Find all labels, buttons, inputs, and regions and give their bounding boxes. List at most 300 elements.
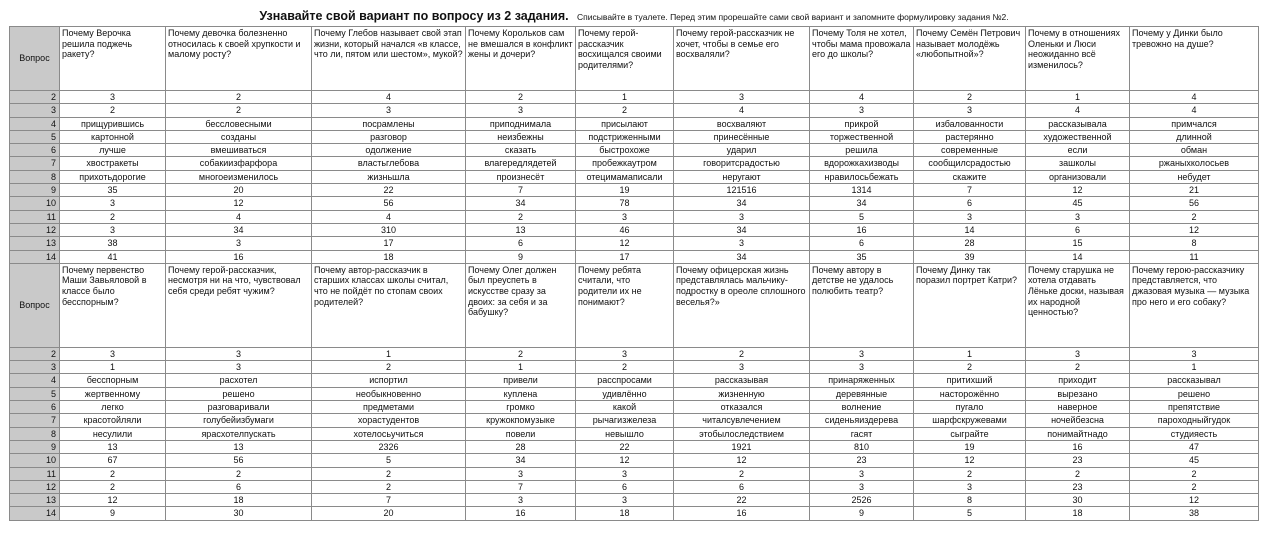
answer-cell: 3 [166, 347, 312, 360]
question-cell: Почему девочка болезненно относилась к своей хрупкости и малому росту? [166, 27, 312, 91]
answer-cell: ударил [674, 144, 810, 157]
question-cell: Почему у Динки было тревожно на душе? [1130, 27, 1259, 91]
answer-cell: 2 [60, 480, 166, 493]
answer-cell: 3 [576, 210, 674, 223]
answer-cell: 3 [810, 347, 914, 360]
answer-cell: 3 [1026, 210, 1130, 223]
table-row [10, 237, 1259, 250]
answer-cell: хотелосьучиться [312, 427, 466, 440]
question-cell: Почему в отношениях Оленьки и Люси неожиданно всё изменилось? [1026, 27, 1130, 91]
answer-cell: влагередлядетей [466, 157, 576, 170]
answer-cell: 17 [576, 250, 674, 263]
answer-cell: 12 [1130, 223, 1259, 236]
answer-cell: сиденьяиздерева [810, 414, 914, 427]
answer-cell: 6 [1026, 223, 1130, 236]
answer-cell: 12 [1026, 184, 1130, 197]
answer-cell: организовали [1026, 170, 1130, 183]
question-cell: Почему первенство Маши Завьяловой в классе было бесспорным? [60, 263, 166, 347]
answer-cell: красотойляли [60, 414, 166, 427]
table-row [10, 130, 1259, 143]
table-row [10, 144, 1259, 157]
task-number-cell: 7 [10, 157, 60, 170]
answer-cell: 4 [1130, 91, 1259, 104]
answer-cell: 8 [914, 494, 1026, 507]
answer-cell: необыкновенно [312, 387, 466, 400]
task-number-cell: 6 [10, 144, 60, 157]
answer-cell: 2 [914, 91, 1026, 104]
answer-cell: пароходныйгудок [1130, 414, 1259, 427]
answer-cell: 38 [60, 237, 166, 250]
page-title-line [0, 7, 1268, 25]
answer-cell: быстрохоже [576, 144, 674, 157]
answer-cell: 4 [674, 104, 810, 117]
answer-cell: расспросами [576, 374, 674, 387]
answers-table [9, 26, 1259, 521]
answer-cell: 45 [1026, 197, 1130, 210]
answer-cell: 1 [1130, 361, 1259, 374]
answer-cell: 8 [1130, 237, 1259, 250]
answer-cell: 3 [1130, 347, 1259, 360]
answer-cell: 15 [1026, 237, 1130, 250]
table-row [10, 467, 1259, 480]
answer-cell: 18 [166, 494, 312, 507]
answer-cell: 2 [60, 104, 166, 117]
table-row [10, 361, 1259, 374]
question-row [10, 27, 1259, 91]
answer-cell: произнесёт [466, 170, 576, 183]
answer-cell: приподнимала [466, 117, 576, 130]
answer-cell: 34 [466, 454, 576, 467]
answer-cell: 4 [312, 210, 466, 223]
task-number-cell: 9 [10, 440, 60, 453]
question-cell: Почему герой-рассказчик восхищался своими родителями? [576, 27, 674, 91]
answer-cell: 16 [1026, 440, 1130, 453]
question-cell: Почему ребята считали, что родители их не понимают? [576, 263, 674, 347]
question-cell: Почему Верочка решила поджечь ракету? [60, 27, 166, 91]
answer-cell: невышло [576, 427, 674, 440]
answer-cell: 13 [60, 440, 166, 453]
answer-cell: 3 [60, 197, 166, 210]
answer-cell: 34 [674, 223, 810, 236]
answer-cell: 310 [312, 223, 466, 236]
answer-cell: 16 [166, 250, 312, 263]
answer-cell: 1 [1026, 91, 1130, 104]
answer-cell: подстриженными [576, 130, 674, 143]
table-row [10, 427, 1259, 440]
answer-cell: 18 [1026, 507, 1130, 520]
answer-cell: собакиизфарфора [166, 157, 312, 170]
answer-cell: вдорожкахизводы [810, 157, 914, 170]
task-number-cell: 11 [10, 210, 60, 223]
task-number-cell: 14 [10, 507, 60, 520]
answer-cell: гасят [810, 427, 914, 440]
answer-cell: 22 [576, 440, 674, 453]
answer-cell: зашколы [1026, 157, 1130, 170]
question-cell: Почему Олег должен был преуспеть в искусстве сразу за двоих: за себя и за бабушку? [466, 263, 576, 347]
answer-cell: решено [166, 387, 312, 400]
answer-cell: несулили [60, 427, 166, 440]
answer-cell: 18 [312, 250, 466, 263]
answer-cell: 5 [810, 210, 914, 223]
answer-cell: избалованности [914, 117, 1026, 130]
task-number-cell: 14 [10, 250, 60, 263]
answer-cell: 11 [1130, 250, 1259, 263]
task-number-cell: 5 [10, 130, 60, 143]
answer-cell: 30 [166, 507, 312, 520]
answer-cell: 56 [166, 454, 312, 467]
answer-cell: 3 [576, 347, 674, 360]
answer-cell: 5 [312, 454, 466, 467]
table-row [10, 347, 1259, 360]
question-cell: Почему Семён Петрович называет молодёжь «любопытной»? [914, 27, 1026, 91]
answer-cell: 3 [60, 91, 166, 104]
answer-cell: 2 [312, 361, 466, 374]
task-number-cell: 8 [10, 170, 60, 183]
table-row [10, 480, 1259, 493]
task-number-cell: 12 [10, 480, 60, 493]
answer-cell: 3 [576, 467, 674, 480]
answer-cell: многоеизменилось [166, 170, 312, 183]
answer-cell: длинной [1130, 130, 1259, 143]
answer-cell: 3 [60, 347, 166, 360]
answer-cell: 9 [810, 507, 914, 520]
answer-cell: восхваляют [674, 117, 810, 130]
question-cell: Почему Корольков сам не вмешался в конфликт жены и дочери? [466, 27, 576, 91]
answer-cell: 810 [810, 440, 914, 453]
answer-cell: 2 [914, 467, 1026, 480]
question-cell: Почему офицерская жизнь представлялась мальчику-подростку в ореоле сплошного веселья?» [674, 263, 810, 347]
answer-cell: говоритсрадостью [674, 157, 810, 170]
answer-cell: 23 [1026, 454, 1130, 467]
answer-cell: прищурившись [60, 117, 166, 130]
answer-cell: принаряженных [810, 374, 914, 387]
answer-cell: пугало [914, 401, 1026, 414]
answer-cell: 3 [466, 467, 576, 480]
answer-cell: 3 [1026, 347, 1130, 360]
answer-cell: созданы [166, 130, 312, 143]
answer-cell: 28 [914, 237, 1026, 250]
task-number-cell: 9 [10, 184, 60, 197]
answer-cell: громко [466, 401, 576, 414]
answer-cell: читалсувлечением [674, 414, 810, 427]
table-row [10, 507, 1259, 520]
answer-cell: 1 [466, 361, 576, 374]
answer-cell: 12 [576, 454, 674, 467]
question-cell: Почему герой-рассказчик, несмотря ни на что, чувствовал себя среди ребят чужим? [166, 263, 312, 347]
answer-cell: пробежкаутром [576, 157, 674, 170]
answer-cell: 35 [60, 184, 166, 197]
answer-cell: бессловесными [166, 117, 312, 130]
answer-cell: 3 [810, 361, 914, 374]
answer-cell: вмешиваться [166, 144, 312, 157]
answer-cell: 7 [466, 184, 576, 197]
answer-cell: 47 [1130, 440, 1259, 453]
answer-cell: 9 [466, 250, 576, 263]
answer-cell: 30 [1026, 494, 1130, 507]
table-row [10, 250, 1259, 263]
answer-cell: 6 [674, 480, 810, 493]
page-subtitle: Списывайте в туалете. Перед этим прорешайте сами свой вариант и запомните формулировку задания №2. [577, 12, 1009, 22]
question-cell: Почему герой-рассказчик не хочет, чтобы в семье его восхваляли? [674, 27, 810, 91]
answer-cell: сказать [466, 144, 576, 157]
answer-cell: 16 [674, 507, 810, 520]
answer-cell: ярасхотелпускать [166, 427, 312, 440]
answer-cell: 12 [166, 197, 312, 210]
answer-cell: 3 [914, 480, 1026, 493]
answer-cell: небудет [1130, 170, 1259, 183]
answer-cell: 12 [576, 237, 674, 250]
answer-cell: 67 [60, 454, 166, 467]
answer-cell: кружокпомузыке [466, 414, 576, 427]
answer-cell: 23 [810, 454, 914, 467]
task-number-cell: 7 [10, 414, 60, 427]
task-number-cell: 12 [10, 223, 60, 236]
answer-cell: 3 [810, 480, 914, 493]
question-cell: Почему Динку так поразил портрет Катри? [914, 263, 1026, 347]
answer-cell: 3 [166, 361, 312, 374]
answer-cell: предметами [312, 401, 466, 414]
answer-cell: 1 [914, 347, 1026, 360]
question-cell: Почему Толя не хотел, чтобы мама провожала его до школы? [810, 27, 914, 91]
answer-cell: отецимамаписали [576, 170, 674, 183]
table-row [10, 157, 1259, 170]
answer-cell: 20 [166, 184, 312, 197]
answer-cell: 7 [466, 480, 576, 493]
answer-cell: 4 [1026, 104, 1130, 117]
answer-cell: отказался [674, 401, 810, 414]
answer-cell: деревянные [810, 387, 914, 400]
answer-cell: 4 [1130, 104, 1259, 117]
answer-cell: 3 [674, 210, 810, 223]
answer-cell: 21 [1130, 184, 1259, 197]
answer-cell: 14 [1026, 250, 1130, 263]
answer-cell: властьглебова [312, 157, 466, 170]
answer-cell: неругают [674, 170, 810, 183]
answer-cell: испортил [312, 374, 466, 387]
answer-cell: обман [1130, 144, 1259, 157]
answer-cell: 3 [914, 104, 1026, 117]
answer-cell: 3 [674, 91, 810, 104]
answer-cell: 14 [914, 223, 1026, 236]
answer-cell: приходит [1026, 374, 1130, 387]
answer-cell: картонной [60, 130, 166, 143]
answer-cell: 34 [674, 197, 810, 210]
answer-cell: голубейизбумаги [166, 414, 312, 427]
task-number-cell: 3 [10, 104, 60, 117]
answer-cell: 3 [914, 210, 1026, 223]
answer-cell: 12 [674, 454, 810, 467]
answer-cell: нравилосьбежать [810, 170, 914, 183]
table-row [10, 374, 1259, 387]
answer-cell: 2 [466, 347, 576, 360]
answer-cell: присылают [576, 117, 674, 130]
answer-cell: 1 [312, 347, 466, 360]
answer-cell: 13 [466, 223, 576, 236]
answer-cell: насторожённо [914, 387, 1026, 400]
answer-cell: принесённые [674, 130, 810, 143]
answer-cell: этобылоследствием [674, 427, 810, 440]
answer-cell: художественной [1026, 130, 1130, 143]
table-row [10, 223, 1259, 236]
answer-cell: 7 [914, 184, 1026, 197]
answer-cell: 2 [60, 210, 166, 223]
table-row [10, 184, 1259, 197]
table-row [10, 401, 1259, 414]
answer-cell: 12 [60, 494, 166, 507]
answer-cell: повели [466, 427, 576, 440]
answer-cell: вырезано [1026, 387, 1130, 400]
answer-cell: 121516 [674, 184, 810, 197]
answer-cell: 16 [466, 507, 576, 520]
answer-cell: куплена [466, 387, 576, 400]
answer-cell: 2 [166, 467, 312, 480]
answer-cell: посрамлены [312, 117, 466, 130]
answer-cell: 18 [576, 507, 674, 520]
answer-cell: ржаныхколосьев [1130, 157, 1259, 170]
answer-cell: 2 [674, 347, 810, 360]
answer-cell: 3 [166, 237, 312, 250]
answer-cell: 34 [810, 197, 914, 210]
answer-cell: волнение [810, 401, 914, 414]
answer-cell: 34 [674, 250, 810, 263]
answer-cell: растерянно [914, 130, 1026, 143]
answer-cell: шарфскружевами [914, 414, 1026, 427]
answer-cell: 78 [576, 197, 674, 210]
question-cell: Почему старушка не хотела отдавать Лёньке доски, называя их народной ценностью? [1026, 263, 1130, 347]
answer-cell: 16 [810, 223, 914, 236]
answer-cell: 56 [312, 197, 466, 210]
answer-cell: 3 [810, 467, 914, 480]
question-cell: Почему герою-рассказчику представляется, что джазовая музыка — музыка про него и его собаку? [1130, 263, 1259, 347]
task-number-cell: 4 [10, 117, 60, 130]
question-cell: Почему Глебов называет свой этап жизни, который начался «в классе, что ли, пятом или шестом», мукой? [312, 27, 466, 91]
task-number-cell: 2 [10, 91, 60, 104]
answer-cell: 2 [674, 467, 810, 480]
answer-cell: 34 [466, 197, 576, 210]
answer-cell: 2 [466, 91, 576, 104]
table-row [10, 387, 1259, 400]
row-header-label: Вопрос [10, 263, 60, 347]
answer-cell: 6 [914, 197, 1026, 210]
answer-cell: жертвенному [60, 387, 166, 400]
answer-cell: 6 [466, 237, 576, 250]
task-number-cell: 10 [10, 454, 60, 467]
answer-cell: одолжение [312, 144, 466, 157]
answer-cell: 19 [914, 440, 1026, 453]
answer-cell: 3 [60, 223, 166, 236]
answer-cell: 4 [810, 91, 914, 104]
answer-cell: 2 [914, 361, 1026, 374]
answer-cell: 2 [166, 104, 312, 117]
answer-cell: 2 [312, 467, 466, 480]
answer-cell: хвостракеты [60, 157, 166, 170]
answer-cell: жизньшла [312, 170, 466, 183]
answer-cell: 3 [674, 361, 810, 374]
answer-cell: лучше [60, 144, 166, 157]
answer-cell: сыграйте [914, 427, 1026, 440]
answer-cell: 3 [674, 237, 810, 250]
task-number-cell: 2 [10, 347, 60, 360]
answer-cell: 9 [60, 507, 166, 520]
answer-cell: неизбежны [466, 130, 576, 143]
answer-cell: разговор [312, 130, 466, 143]
question-row [10, 263, 1259, 347]
table-row [10, 494, 1259, 507]
answer-cell: 12 [1130, 494, 1259, 507]
task-number-cell: 11 [10, 467, 60, 480]
answer-cell: какой [576, 401, 674, 414]
answer-cell: 12 [914, 454, 1026, 467]
answer-cell: наверное [1026, 401, 1130, 414]
answer-cell: 6 [166, 480, 312, 493]
answer-cell: 2 [60, 467, 166, 480]
answer-cell: препятствие [1130, 401, 1259, 414]
answer-cell: 1 [60, 361, 166, 374]
answer-cell: 1314 [810, 184, 914, 197]
table-row [10, 197, 1259, 210]
answer-cell: 4 [166, 210, 312, 223]
answer-cell: решила [810, 144, 914, 157]
answer-cell: жизненную [674, 387, 810, 400]
task-number-cell: 13 [10, 237, 60, 250]
answer-cell: 2 [1130, 467, 1259, 480]
answer-cell: бесспорным [60, 374, 166, 387]
answer-cell: 22 [674, 494, 810, 507]
answer-cell: 28 [466, 440, 576, 453]
table-row [10, 210, 1259, 223]
answer-cell: 3 [810, 104, 914, 117]
page-title: Узнавайте свой вариант по вопросу из 2 задания. [259, 9, 569, 23]
answer-cell: 2526 [810, 494, 914, 507]
answer-cell: 2 [1026, 467, 1130, 480]
answer-cell: 23 [1026, 480, 1130, 493]
task-number-cell: 8 [10, 427, 60, 440]
task-number-cell: 4 [10, 374, 60, 387]
answer-cell: 4 [312, 91, 466, 104]
task-number-cell: 13 [10, 494, 60, 507]
answer-cell: 5 [914, 507, 1026, 520]
answer-cell: 19 [576, 184, 674, 197]
answer-cell: 17 [312, 237, 466, 250]
answer-cell: 38 [1130, 507, 1259, 520]
table-row [10, 91, 1259, 104]
answer-cell: ночейбезсна [1026, 414, 1130, 427]
task-number-cell: 6 [10, 401, 60, 414]
answer-cell: 2 [1130, 480, 1259, 493]
answer-cell: 2 [576, 104, 674, 117]
answer-cell: 35 [810, 250, 914, 263]
answer-cell: 2 [576, 361, 674, 374]
answer-cell: сообщилсрадостью [914, 157, 1026, 170]
answer-cell: торжественной [810, 130, 914, 143]
question-cell: Почему автору в детстве не удалось полюбить театр? [810, 263, 914, 347]
answer-cell: студияесть [1130, 427, 1259, 440]
answer-cell: рассказывала [1026, 117, 1130, 130]
answer-cell: 2 [1130, 210, 1259, 223]
task-number-cell: 5 [10, 387, 60, 400]
answer-cell: рычагизжелеза [576, 414, 674, 427]
answer-cell: прихотьдорогие [60, 170, 166, 183]
answer-cell: 3 [312, 104, 466, 117]
answer-cell: понимайтнадо [1026, 427, 1130, 440]
answer-cell: хорастудентов [312, 414, 466, 427]
question-cell: Почему автор-рассказчик в старших классах школы считал, что не пойдёт по стопам своих родителей? [312, 263, 466, 347]
answer-cell: 56 [1130, 197, 1259, 210]
answer-cell: современные [914, 144, 1026, 157]
answer-cell: 1921 [674, 440, 810, 453]
answer-cell: расхотел [166, 374, 312, 387]
answer-cell: 22 [312, 184, 466, 197]
